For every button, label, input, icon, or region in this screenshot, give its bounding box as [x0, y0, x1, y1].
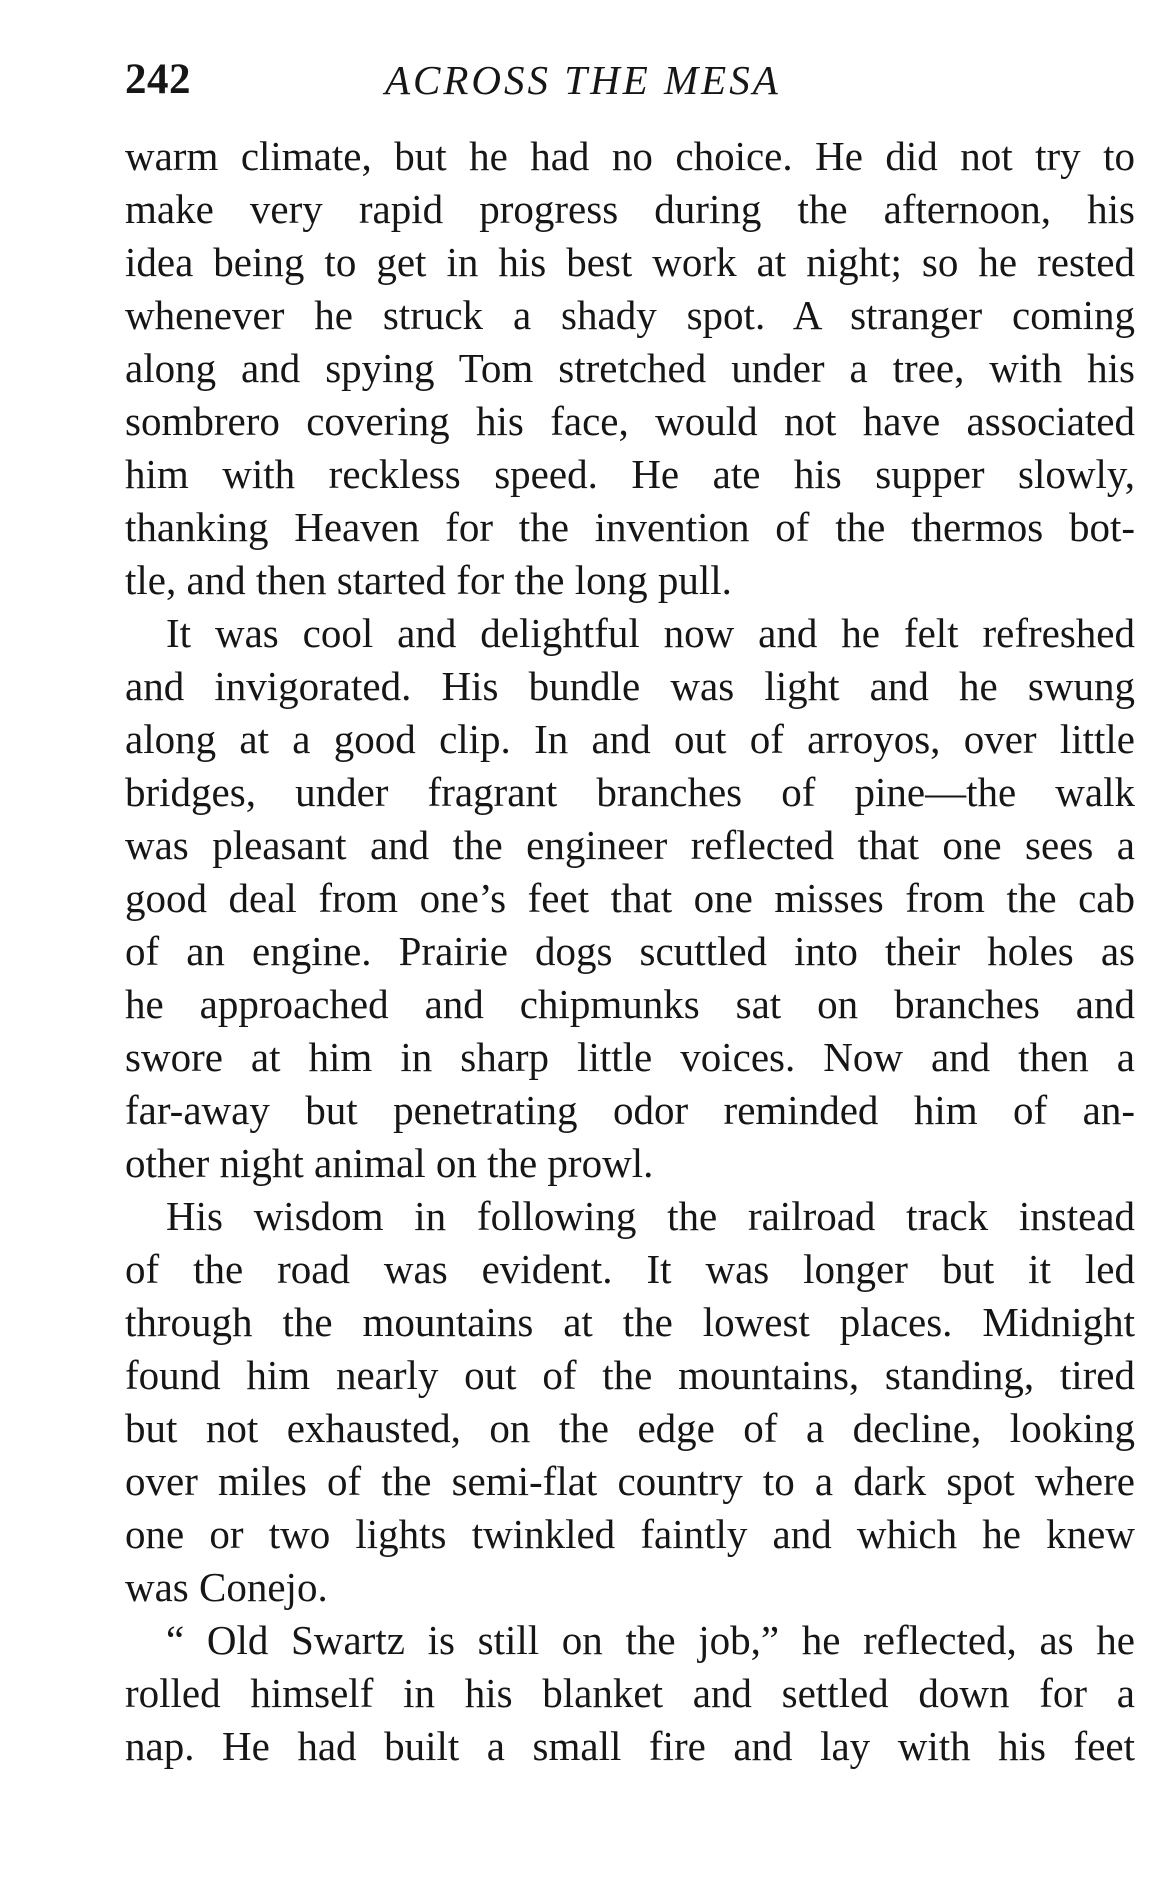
text-line: whenever he struck a shady spot. A stranger coming — [125, 292, 1135, 338]
paragraph — [125, 1190, 1135, 1614]
text-line: nap. He had built a small fire and lay with his feet — [125, 1723, 1135, 1769]
text-line: over miles of the semi-flat country to a dark spot where — [125, 1458, 1135, 1504]
text-line: of the road was evident. It was longer but it led — [125, 1246, 1135, 1292]
text-line: along and spying Tom stretched under a tree, with his — [125, 345, 1135, 391]
text-line: “ Old Swartz is still on the job,” he reflected, as he — [166, 1617, 1135, 1663]
text-line: make very rapid progress during the afternoon, his — [125, 186, 1135, 232]
text-line: rolled himself in his blanket and settled down for a — [125, 1670, 1135, 1716]
text-line: thanking Heaven for the invention of the thermos bot- — [125, 504, 1135, 550]
text-line: found him nearly out of the mountains, standing, tired — [125, 1352, 1135, 1398]
paragraph — [125, 130, 1135, 607]
text-line: idea being to get in his best work at night; so he rested — [125, 239, 1135, 285]
text-line: but not exhausted, on the edge of a decline, looking — [125, 1405, 1135, 1451]
text-line: His wisdom in following the railroad track instead — [166, 1193, 1135, 1239]
paragraph — [125, 607, 1135, 1190]
text-line: one or two lights twinkled faintly and which he knew — [125, 1511, 1135, 1557]
text-line: warm climate, but he had no choice. He did not try to — [125, 133, 1135, 179]
text-line: him with reckless speed. He ate his supper slowly, — [125, 451, 1135, 497]
text-line: sombrero covering his face, would not have associated — [125, 398, 1135, 444]
text-line: good deal from one’s feet that one misses from the cab — [125, 875, 1135, 921]
text-line: he approached and chipmunks sat on branches and — [125, 981, 1135, 1027]
text-line: far-away but penetrating odor reminded him of an- — [125, 1087, 1135, 1133]
text-line: and invigorated. His bundle was light and he swung — [125, 663, 1135, 709]
running-title: ACROSS THE MESA — [385, 57, 781, 103]
page-number: 242 — [125, 56, 191, 103]
text-line: along at a good clip. In and out of arroyos, over little — [125, 716, 1135, 762]
text-line: tle, and then started for the long pull. — [125, 557, 732, 603]
text-line: of an engine. Prairie dogs scuttled into their holes as — [125, 928, 1135, 974]
text-line: through the mountains at the lowest places. Midnight — [125, 1299, 1135, 1345]
page-header — [125, 52, 1135, 108]
text-line: It was cool and delightful now and he felt refreshed — [166, 610, 1135, 656]
text-line: bridges, under fragrant branches of pine—the walk — [125, 769, 1135, 815]
text-line: swore at him in sharp little voices. Now and then a — [125, 1034, 1135, 1080]
paragraph — [125, 1614, 1135, 1773]
text-line: other night animal on the prowl. — [125, 1140, 654, 1186]
text-line: was pleasant and the engineer reflected that one sees a — [125, 822, 1135, 868]
body-text — [125, 130, 1135, 1773]
text-line: was Conejo. — [125, 1564, 328, 1610]
